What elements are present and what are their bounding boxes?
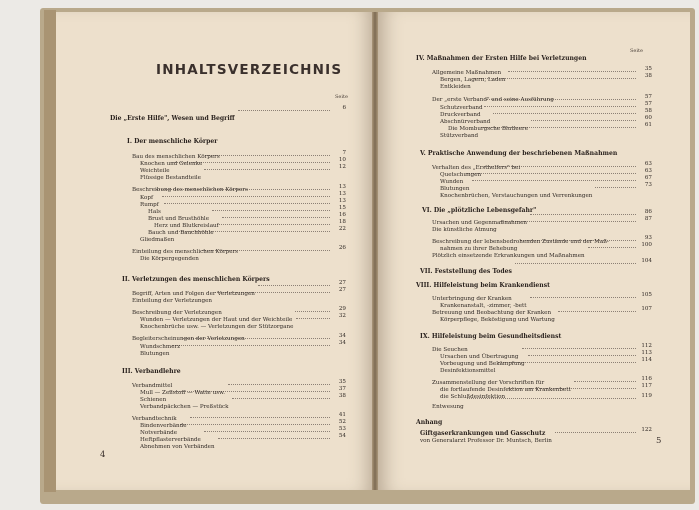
- toc-dot-leader: [202, 250, 330, 251]
- toc-dot-leader: [530, 297, 636, 298]
- toc-dot-leader: [508, 71, 636, 72]
- toc-entry-page: 87: [644, 216, 652, 222]
- toc-entry-title: VI. Die „plötzliche Lebensgefahr": [422, 207, 537, 214]
- toc-entry-page: 58: [644, 108, 652, 114]
- toc-entry-title: Beschreibung der lebensbedrohenden Zustände und der Maß-: [432, 239, 609, 245]
- toc-entry-page: 34: [338, 333, 346, 339]
- toc-entry-title: Flüssige Bestandteile: [140, 175, 201, 181]
- toc-entry-title: Entwesung: [432, 404, 464, 410]
- toc-entry-title: Verhalten des „Ersthelfers" bei: [432, 165, 521, 171]
- toc-entry-page: 52: [338, 419, 346, 425]
- toc-entry: [110, 105, 235, 124]
- toc-entry-page: 34: [338, 340, 346, 346]
- toc-dot-leader: [515, 263, 636, 264]
- toc-entry-title: Beschreibung der Verletzungen: [132, 310, 222, 316]
- toc-dot-leader: [500, 221, 636, 222]
- toc-dot-leader: [204, 431, 330, 432]
- toc-entry-page: 57: [644, 101, 652, 107]
- toc-dot-leader: [484, 166, 636, 167]
- toc-dot-leader: [258, 285, 330, 286]
- toc-entry-title: IV. Maßnahmen der Ersten Hilfe bei Verletzungen: [416, 55, 587, 62]
- toc-entry-title: Begriff, Arten und Folgen der Verletzungen: [132, 291, 255, 297]
- toc-entry-title: Heftpflasterverbände: [140, 437, 201, 443]
- toc-entry-title: Knochenbrüche usw. — Verletzungen der Stützorgane: [140, 324, 294, 330]
- toc-dot-leader: [212, 210, 330, 211]
- toc-entry-page: 60: [644, 115, 652, 121]
- toc-entry-page: 22: [338, 226, 346, 232]
- toc-entry-page: 12: [338, 164, 346, 170]
- toc-entry-title: Bau des menschlichen Körpers: [132, 154, 220, 160]
- toc-entry-page: 57: [644, 94, 652, 100]
- toc-dot-leader: [520, 240, 636, 241]
- toc-dot-leader: [228, 384, 330, 385]
- toc-entry-page: 27: [338, 287, 346, 293]
- toc-entry-page: 38: [644, 73, 652, 79]
- toc-entry-page: 105: [641, 292, 652, 298]
- toc-entry-title: Vorbeugung und Bekämpfung: [440, 361, 525, 367]
- toc-entry-title: Herz und Blutkreislauf: [154, 223, 219, 229]
- toc-entry-title: Stützverband: [440, 133, 479, 139]
- toc-entry-page: 63: [644, 168, 652, 174]
- toc-dot-leader: [172, 345, 330, 346]
- toc-dot-leader: [183, 338, 330, 339]
- toc-entry-page: 7: [342, 150, 346, 156]
- page-number-right: 5: [656, 436, 662, 446]
- toc-entry-page: 119: [641, 393, 652, 399]
- toc-entry-title: Bergen, Lagern, Laden: [440, 77, 506, 83]
- toc-entry-title: V. Praktische Anwendung der beschriebenen Maßnahmen: [420, 150, 618, 157]
- toc-entry-page: 61: [644, 122, 652, 128]
- toc-dot-leader: [169, 391, 330, 392]
- toc-dot-leader: [558, 311, 636, 312]
- toc-entry-title: Abnehmen von Verbänden: [140, 444, 215, 450]
- toc-entry-page: 104: [641, 258, 652, 264]
- toc-entry-title: Einteilung der Verletzungen: [132, 298, 213, 304]
- seite-label-right: Seite: [630, 48, 643, 54]
- page-number-left: 4: [100, 450, 106, 460]
- toc-dot-leader: [217, 224, 330, 225]
- toc-dot-leader: [204, 169, 330, 170]
- toc-entry-title: Bauch und Bauchhöhle: [148, 230, 214, 236]
- toc-entry-title: Mull — Zellstoff — Watte usw.: [140, 390, 226, 396]
- toc-entry-page: 13: [338, 191, 346, 197]
- toc-entry: [420, 427, 552, 446]
- toc-entry-title: Verbandmittel: [132, 383, 173, 389]
- toc-dot-leader: [162, 196, 330, 197]
- toc-entry-title: Einteilung des menschlichen Körpers: [132, 249, 239, 255]
- toc-entry-title: Wundschmerz: [140, 344, 181, 350]
- toc-entry: [140, 433, 215, 452]
- toc-entry-title: Der „erste Verband" und seine Ausführung: [432, 97, 554, 103]
- toc-entry-title: Die Seuchen: [432, 347, 468, 353]
- toc-entry-page: 32: [338, 313, 346, 319]
- toc-entry-title: Körperpflege, Beköstigung und Wartung: [440, 317, 555, 323]
- toc-dot-leader: [295, 311, 330, 312]
- toc-dot-leader: [595, 187, 636, 188]
- toc-entry-title: von Generalarzt Professor Dr. Muntsch, Berlin: [420, 438, 552, 444]
- toc-entry-page: 122: [641, 427, 652, 433]
- toc-entry-title: Die Körpergegenden: [140, 256, 199, 262]
- toc-entry-title: Quetschungen: [440, 172, 482, 178]
- toc-dot-leader: [531, 120, 636, 121]
- toc-entry-page: 41: [338, 412, 346, 418]
- toc-dot-leader: [498, 362, 636, 363]
- toc-entry-title: Druckverband: [440, 112, 481, 118]
- toc-dot-leader: [215, 292, 330, 293]
- toc-entry-page: 54: [338, 433, 346, 439]
- toc-entry-page: 63: [644, 161, 652, 167]
- seite-label-left: Seite: [335, 94, 348, 100]
- page-title: INHALTSVERZEICHNIS: [156, 62, 343, 78]
- toc-entry-title: Knochen und Gelenke: [140, 161, 203, 167]
- toc-entry-title: I. Der menschliche Körper: [127, 138, 218, 145]
- toc-dot-leader: [486, 99, 636, 100]
- toc-entry-title: Kopf: [140, 195, 154, 201]
- toc-entry-title: Wunden: [440, 179, 464, 185]
- toc-entry-title: Blutungen: [440, 186, 470, 192]
- toc-entry-title: Begleiterscheinungen der Verletzungen: [132, 336, 245, 342]
- toc-entry-title: Hals: [148, 209, 161, 215]
- toc-entry-title: Ursachen und Gegenmaßnahmen: [432, 220, 527, 226]
- toc-dot-leader: [156, 189, 330, 190]
- toc-entry-page: 113: [641, 350, 652, 356]
- toc-dot-leader: [232, 398, 330, 399]
- toc-entry-title: Verbandtechnik: [132, 416, 177, 422]
- toc-entry-title: Beschreibung des menschlichen Körpers: [132, 187, 248, 193]
- toc-entry-page: 35: [644, 66, 652, 72]
- toc-entry-page: 35: [338, 379, 346, 385]
- toc-dot-leader: [296, 318, 330, 319]
- toc-entry: [140, 340, 169, 359]
- toc-entry-page: 114: [641, 357, 652, 363]
- toc-dot-leader: [481, 127, 636, 128]
- toc-dot-leader: [555, 432, 636, 433]
- toc-entry-title: Wunden — Verletzungen der Haut und der Weichteile: [140, 317, 293, 323]
- toc-dot-leader: [173, 162, 330, 163]
- toc-entry-page: 86: [644, 209, 652, 215]
- toc-entry-title: Notverbände: [140, 430, 178, 436]
- toc-entry-title: Ursachen und Übertragung: [440, 354, 519, 360]
- toc-dot-leader: [508, 388, 636, 389]
- toc-entry-title: nahmen zu ihrer Behebung: [440, 246, 518, 252]
- toc-dot-leader: [467, 398, 636, 399]
- toc-entry-title: Krankenanstalt, -zimmer, -bett: [440, 303, 527, 309]
- toc-dot-leader: [574, 381, 636, 382]
- toc-entry-title: Unterbringung der Kranken: [432, 296, 512, 302]
- toc-entry-page: 10: [338, 157, 346, 163]
- toc-entry: [440, 122, 478, 141]
- toc-entry-title: VII. Feststellung des Todes: [420, 268, 512, 275]
- toc-dot-leader: [466, 173, 636, 174]
- toc-entry-title: Knochenbrüchen, Verstauchungen und Verrenkungen: [440, 193, 593, 199]
- toc-entry-title: Die Momburgsche Blutleere: [448, 126, 529, 132]
- toc-entry-page: 18: [338, 219, 346, 225]
- toc-entry-title: Die künstliche Atmung: [432, 227, 497, 233]
- toc-entry-page: 116: [641, 376, 652, 382]
- toc-dot-leader: [472, 180, 636, 181]
- toc-entry-page: 26: [338, 245, 346, 251]
- toc-dot-leader: [177, 231, 330, 232]
- toc-entry-title: Desinfektionsmittel: [440, 368, 496, 374]
- toc-dot-leader: [180, 424, 330, 425]
- toc-entry-title: Verbandpäckchen — Preßstück: [140, 404, 229, 410]
- toc-dot-leader: [190, 417, 330, 418]
- toc-dot-leader: [522, 348, 637, 349]
- toc-entry-title: Allgemeine Maßnahmen: [432, 70, 502, 76]
- toc-entry-page: 73: [644, 182, 652, 188]
- toc-entry-page: 13: [338, 198, 346, 204]
- toc-entry-title: Betreuung und Beobachtung der Kranken: [432, 310, 552, 316]
- toc-dot-leader: [528, 355, 636, 356]
- toc-entry-title: VIII. Hilfeleistung beim Krankendienst: [416, 282, 550, 289]
- toc-entry-title: Anhang: [416, 419, 443, 426]
- toc-dot-leader: [238, 110, 330, 111]
- toc-entry-title: Schutzverband: [440, 105, 483, 111]
- toc-dot-leader: [164, 203, 330, 204]
- toc-entry-page: 112: [641, 343, 652, 349]
- toc-entry-title: Plötzlich einsetzende Erkrankungen und Maßnahmen: [432, 253, 585, 259]
- toc-entry-title: Blutungen: [140, 351, 170, 357]
- toc-entry: [140, 245, 199, 264]
- toc-entry-page: 15: [338, 205, 346, 211]
- toc-entry-page: 100: [641, 242, 652, 248]
- toc-dot-leader: [588, 247, 636, 248]
- toc-dot-leader: [222, 217, 330, 218]
- toc-entry-title: Gliedmaßen: [140, 237, 175, 243]
- toc-entry-page: 16: [338, 212, 346, 218]
- toc-dot-leader: [484, 106, 636, 107]
- toc-dot-leader: [205, 155, 330, 156]
- toc-entry-page: 53: [338, 426, 346, 432]
- toc-entry-title: Bindenverbände: [140, 423, 187, 429]
- toc-dot-leader: [218, 438, 330, 439]
- toc-dot-leader: [474, 78, 636, 79]
- toc-entry-title: Zusammenstellung der Vorschriften für: [432, 380, 545, 386]
- toc-entry-page: 27: [338, 280, 346, 286]
- toc-entry-title: Schienen: [140, 397, 167, 403]
- toc-entry-title: Giftgaserkrankungen und Gasschutz: [420, 430, 546, 437]
- toc-dot-leader: [493, 113, 636, 114]
- toc-entry-page: 67: [644, 175, 652, 181]
- toc-entry-title: die Schlußdesinfektion: [440, 394, 506, 400]
- book-binding: [44, 10, 56, 492]
- toc-entry-page: 29: [338, 306, 346, 312]
- toc-entry-title: Brust und Brusthöhle: [148, 216, 210, 222]
- toc-entry-title: Die „Erste Hilfe", Wesen und Begriff: [110, 115, 235, 122]
- toc-entry-page: 13: [338, 184, 346, 190]
- toc-entry-title: Entkleiden: [440, 84, 471, 90]
- toc-entry-title: IX. Hilfeleistung beim Gesundheitsdienst: [420, 333, 562, 340]
- toc-entry-title: Weichteile: [140, 168, 170, 174]
- toc-entry-page: 6: [342, 105, 346, 111]
- toc-entry-title: die fortlaufende Desinfektion am Krankenbett: [440, 387, 571, 393]
- toc-entry-page: 107: [641, 306, 652, 312]
- toc-dot-leader: [530, 214, 636, 215]
- toc-entry-page: 117: [641, 383, 652, 389]
- toc-entry-page: 38: [338, 393, 346, 399]
- toc-entry-title: III. Verbandlehre: [122, 368, 181, 375]
- toc-entry-title: Rumpf: [140, 202, 159, 208]
- toc-entry-title: II. Verletzungen des menschlichen Körpers: [122, 276, 270, 283]
- toc-entry-page: 37: [338, 386, 346, 392]
- toc-entry-page: 93: [644, 235, 652, 241]
- toc-entry-title: Abschnürverband: [440, 119, 491, 125]
